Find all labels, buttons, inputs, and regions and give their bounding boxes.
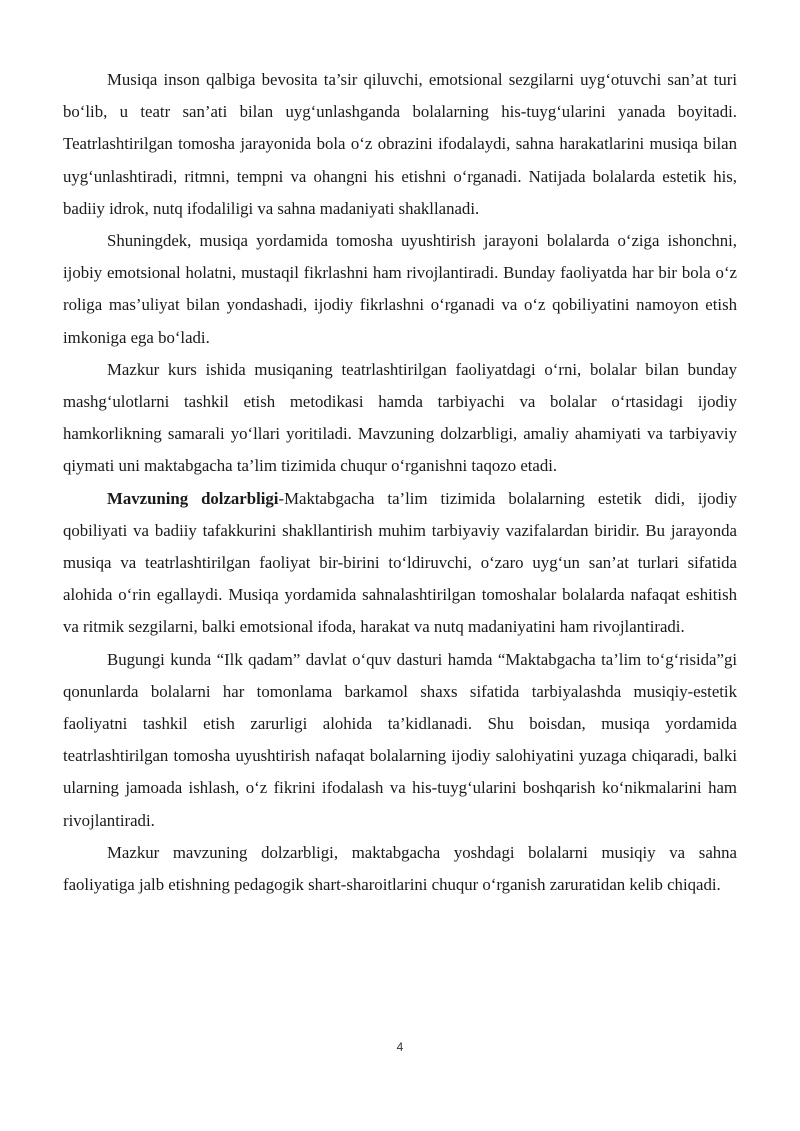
- paragraph-3: Mazkur kurs ishida musiqaning teatrlashtirilgan faoliyatdagi o‘rni, bolalar bilan bunday mashg‘ulotlarni tashkil etish metodikasi hamda tarbiyachi va bolalar o‘rtasidagi ijodiy hamkorlikning samarali yo‘llari yoritiladi. Mavzuning dolzarbligi, amaliy ahamiyati va tarbiyaviy qiymati uni maktabgacha ta’lim tizimida chuqur o‘rganishni taqozo etadi.: [63, 359, 737, 476]
- document-body: [63, 64, 737, 901]
- page-number: 4: [396, 1040, 404, 1054]
- paragraph-5: Bugungi kunda “Ilk qadam” davlat o‘quv dasturi hamda “Maktabgacha ta’lim to‘g‘risida”gi qonunlarda bolalarni har tomonlama barkamol shaxs sifatida tarbiyalashda musiqiy-estetik faoliyatni tashkil etish zarurligi alohida ta’kidlanadi. Shu boisdan, musiqa yordamida teatrlashtirilgan tomosha uyushtirish nafaqat bolalarning ijodiy salohiyatini yuzaga chiqaradi, balki ularning jamoada ishlash, o‘z fikrini ifodalash va his-tuyg‘ularini boshqarish ko‘nikmalarini ham rivojlantiradi.: [63, 649, 737, 830]
- paragraph-2: Shuningdek, musiqa yordamida tomosha uyushtirish jarayoni bolalarda o‘ziga ishonchni, ijobiy emotsional holatni, mustaqil fikrlashni ham rivojlantiradi. Bunday faoliyatda har bir bola o‘z roliga mas’uliyat bilan yondashadi, ijodiy fikrlashni o‘rganadi va o‘z qobiliyatini namoyon etish imkoniga ega bo‘ladi.: [63, 231, 737, 347]
- relevance-paragraph: [63, 483, 737, 644]
- paragraph-1: Musiqa inson qalbiga bevosita ta’sir qiluvchi, emotsional sezgilarni uyg‘otuvchi san’at turi bo‘lib, u teatr san’ati bilan uyg‘unlashganda bolalarning his-tuyg‘ularini yanada boyitadi. Teatrlashtirilgan tomosha jarayonida bola o‘z obrazini ifodalaydi, sahna harakatlarini musiqa bilan uyg‘unlashtiradi, ritmni, tempni va ohangni his etishni o‘rganadi. Natijada bolalarda estetik his, badiiy idrok, nutq ifodaliligi va sahna madaniyati shakllanadi.: [63, 70, 737, 218]
- relevance-heading: Mavzuning dolzarbligi: [107, 488, 279, 508]
- relevance-text: -Maktabgacha ta’lim tizimida bolalarning estetik didi, ijodiy qobiliyati va badiiy tafakkurini shakllantirish muhim tarbiyaviy vazifalardan biridir. Bu jarayonda musiqa va teatrlashtirilgan faoliyat bir-birini to‘ldiruvchi, o‘zaro uyg‘un san’at turlari sifatida alohida o‘rin egallaydi. Musiqa yordamida sahnalashtirilgan tomoshalar bolalarda nafaqat eshitish va ritmik sezgilarni, balki emotsional ifoda, harakat va nutq madaniyatini ham rivojlantiradi.: [63, 488, 738, 637]
- paragraph-6: Mazkur mavzuning dolzarbligi, maktabgacha yoshdagi bolalarni musiqiy va sahna faoliyatiga jalb etishning pedagogik shart-sharoitlarini chuqur o‘rganish zaruratidan kelib chiqadi.: [63, 842, 737, 895]
